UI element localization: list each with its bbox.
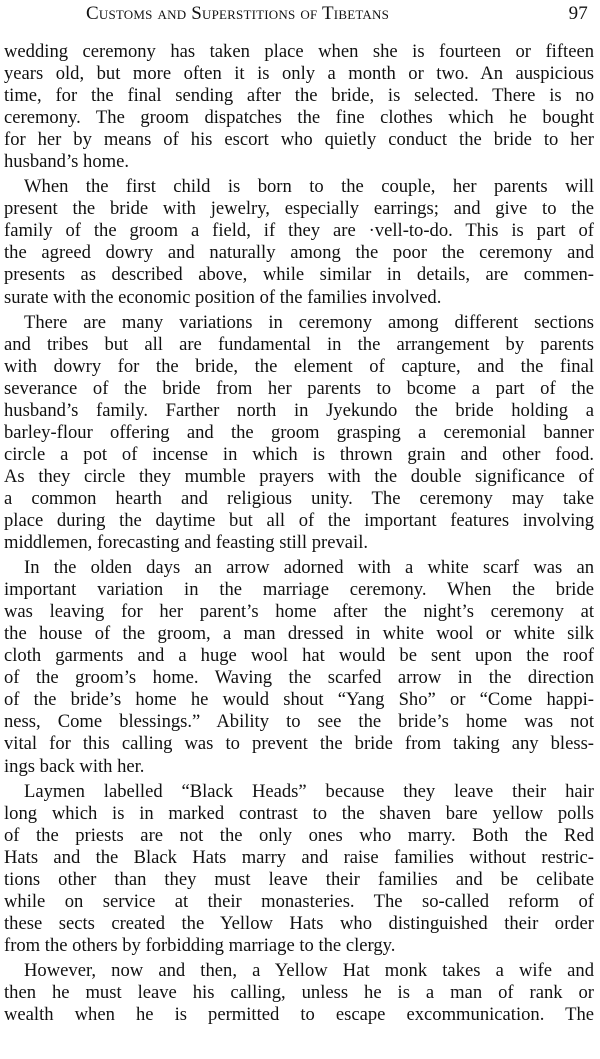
text-line: However, now and then, a Yellow Hat monk takes a wife and: [24, 959, 594, 981]
text-line: Laymen labelled “Black Heads” because they leave their hair: [24, 780, 594, 802]
text-line: and tribes but all are fundamental in the arrangement by parents: [4, 333, 594, 355]
text-line: In the olden days an arrow adorned with a white scarf was an: [24, 557, 594, 579]
text-line: the agreed dowry and naturally among the poor the ceremony and: [4, 242, 594, 264]
text-line: for her by means of his escort who quietly conduct the bride to her: [4, 129, 594, 151]
text-line: then he must leave his calling, unless he is a man of rank or: [4, 981, 594, 1003]
text-line: There are many variations in ceremony among different sections: [24, 311, 594, 333]
text-line: severance of the bride from her parents to bcome a part of the: [4, 377, 594, 399]
running-head: [0, 2, 600, 26]
text-line: place during the daytime but all of the important features involving: [4, 509, 594, 531]
text-line: husband’s family. Farther north in Jyekundo the bride holding a: [4, 399, 594, 421]
text-line: important variation in the marriage ceremony. When the bride: [4, 579, 594, 601]
text-line: time, for the final sending after the bride, is selected. There is no: [4, 85, 594, 107]
text-line: Hats and the Black Hats marry and raise families without restric-: [4, 846, 594, 868]
text-line: of the groom’s home. Waving the scarfed arrow in the direction: [4, 667, 594, 689]
text-line: of the priests are not the only ones who marry. Both the Red: [4, 824, 594, 846]
text-line: wealth when he is permitted to escape excommunication. The: [4, 1004, 594, 1026]
text-line: surate with the economic position of the families involved.: [4, 286, 442, 308]
text-line: ceremony. The groom dispatches the fine clothes which he bought: [4, 107, 594, 129]
text-line: As they circle they mumble prayers with the double significance of: [4, 465, 594, 487]
text-line: from the others by forbidding marriage to the clergy.: [4, 934, 396, 956]
paragraph: [4, 312, 594, 555]
text-line: presents as described above, while similar in details, are commen-: [4, 264, 594, 286]
text-line: family of the groom a field, if they are ·vell-to-do. This is part of: [4, 220, 594, 242]
text-line: tions other than they must leave their families and be celibate: [4, 868, 594, 890]
text-line: ness, Come blessings.” Ability to see the bride’s home was not: [4, 711, 594, 733]
paragraph: [4, 557, 594, 777]
text-line: circle a pot of incense in which is thrown grain and other food.: [4, 443, 594, 465]
paragraph: [4, 41, 594, 173]
text-line: these sects created the Yellow Hats who distinguished their order: [4, 912, 594, 934]
text-line: cloth garments and a huge wool hat would be sent upon the roof: [4, 645, 594, 667]
text-line: years old, but more often it is only a month or two. An auspicious: [4, 63, 594, 85]
text-line: present the bride with jewelry, especially earrings; and give to the: [4, 198, 594, 220]
page-number: 97: [568, 3, 588, 24]
text-line: with dowry for the bride, the element of capture, and the final: [4, 355, 594, 377]
text-line: while on service at their monasteries. The so-called reform of: [4, 890, 594, 912]
text-line: middlemen, forecasting and feasting still prevail.: [4, 532, 369, 554]
text-line: a common hearth and religious unity. The ceremony may take: [4, 487, 594, 509]
paragraph: [4, 176, 594, 308]
paragraph: [4, 781, 594, 957]
text-line: vital for this calling was to prevent the bride from taking any bless-: [4, 733, 594, 755]
text-line: husband’s home.: [4, 151, 129, 173]
text-line: wedding ceremony has taken place when she is fourteen or fifteen: [4, 41, 594, 62]
text-line: of the bride’s home he would shout “Yang Sho” or “Come happi-: [4, 689, 594, 711]
text-line: barley-flour offering and the groom grasping a ceremonial banner: [4, 421, 594, 443]
text-line: the house of the groom, a man dressed in white wool or white silk: [4, 623, 594, 645]
text-line: was leaving for her parent’s home after the night’s ceremony at: [4, 601, 594, 623]
paragraph: [4, 960, 594, 1026]
running-title: Customs and Superstitions of Tibetans: [86, 3, 390, 24]
text-line: ings back with her.: [4, 755, 145, 777]
text-line: When the first child is born to the couple, her parents will: [24, 176, 594, 198]
text-line: long which is in marked contrast to the shaven bare yellow polls: [4, 802, 594, 824]
body-text: [4, 41, 594, 1026]
